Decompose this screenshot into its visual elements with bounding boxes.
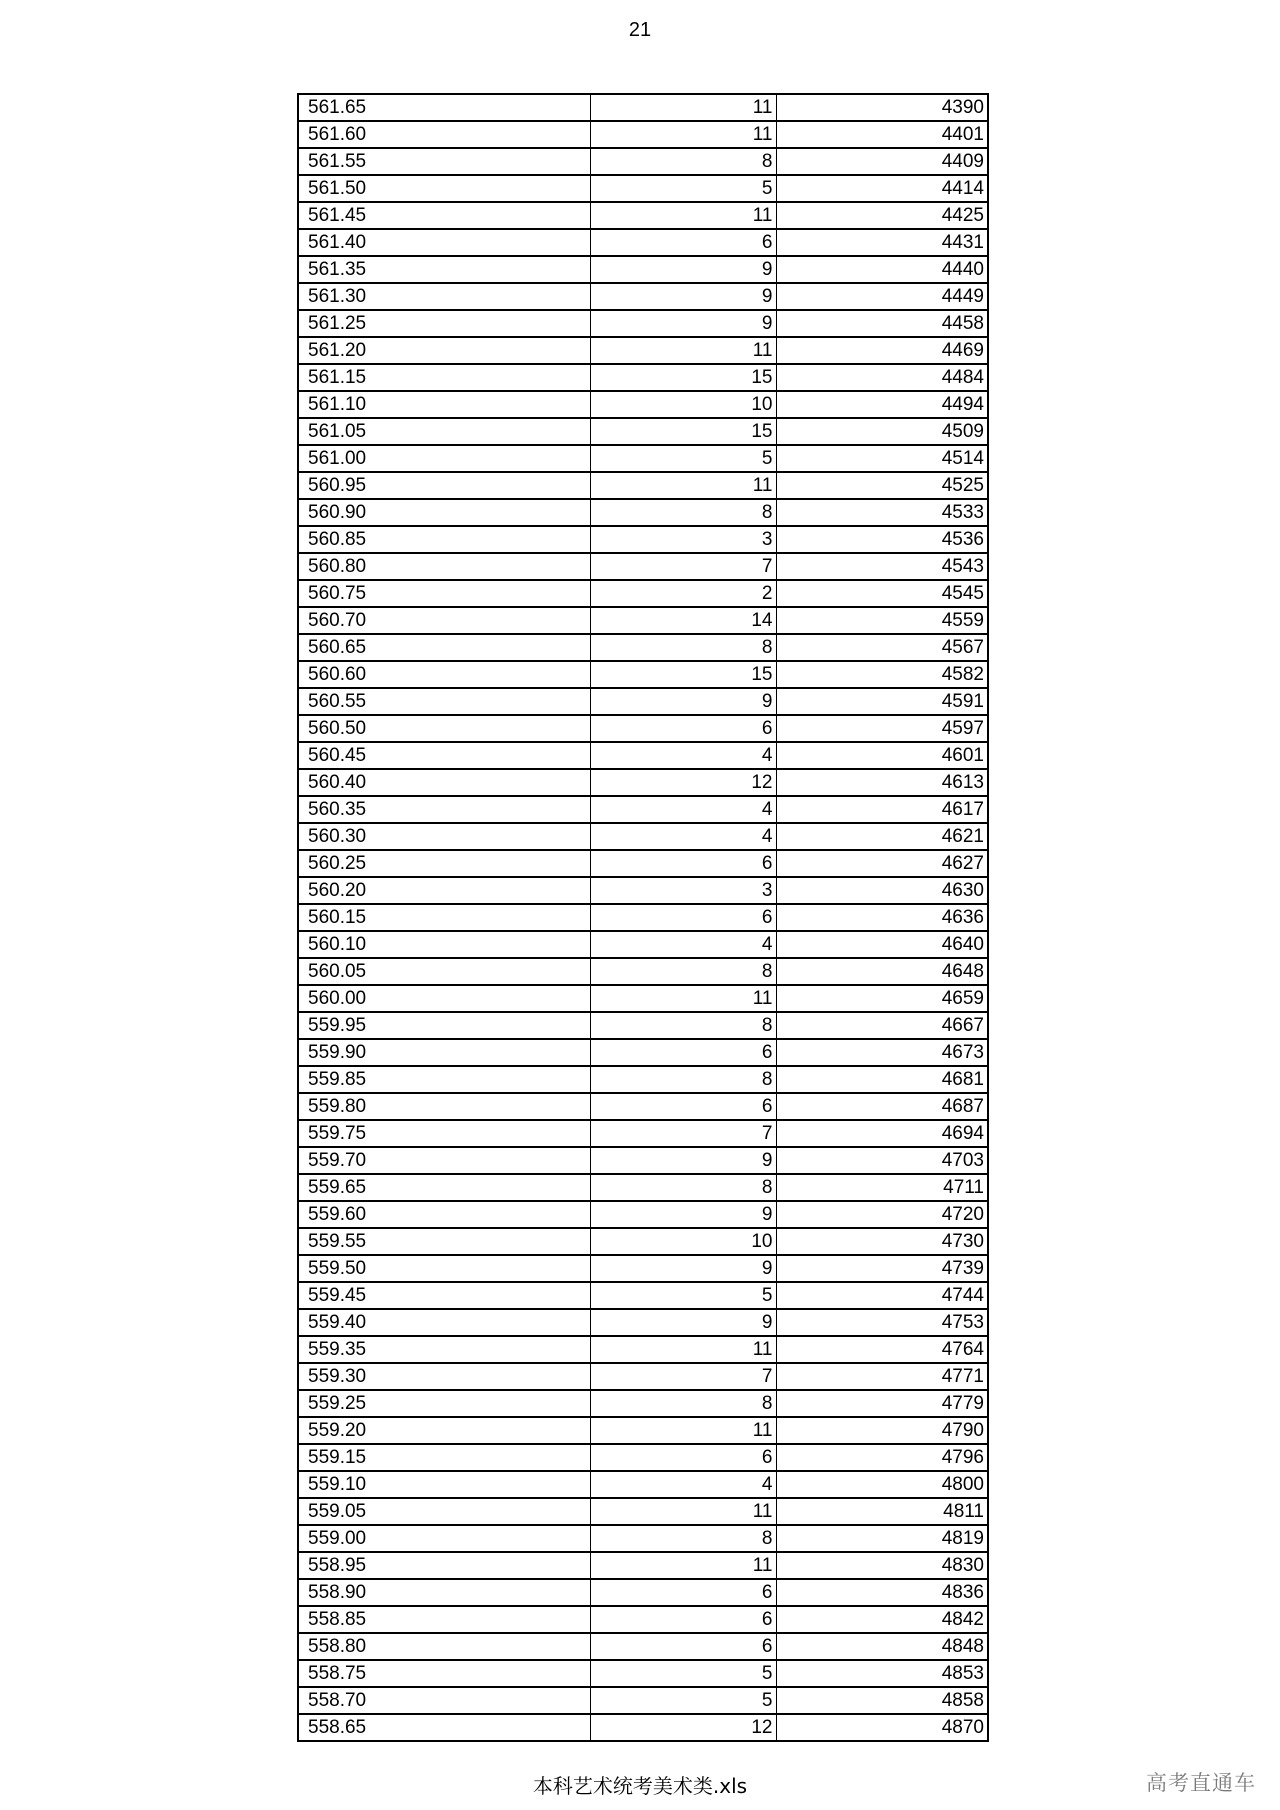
count-cell: 11 xyxy=(590,121,776,148)
count-cell: 11 xyxy=(590,337,776,364)
table-row xyxy=(298,499,988,526)
score-cell: 559.50 xyxy=(298,1255,590,1282)
count-cell: 6 xyxy=(590,1579,776,1606)
score-cell: 561.35 xyxy=(298,256,590,283)
cumulative-cell: 4796 xyxy=(776,1444,988,1471)
cumulative-cell: 4617 xyxy=(776,796,988,823)
table-row xyxy=(298,904,988,931)
score-cell: 560.55 xyxy=(298,688,590,715)
cumulative-cell: 4636 xyxy=(776,904,988,931)
score-cell: 561.00 xyxy=(298,445,590,472)
count-cell: 9 xyxy=(590,1255,776,1282)
score-cell: 559.60 xyxy=(298,1201,590,1228)
count-cell: 15 xyxy=(590,364,776,391)
table-row xyxy=(298,850,988,877)
cumulative-cell: 4545 xyxy=(776,580,988,607)
table-row xyxy=(298,1498,988,1525)
table-row xyxy=(298,391,988,418)
cumulative-cell: 4440 xyxy=(776,256,988,283)
cumulative-cell: 4533 xyxy=(776,499,988,526)
cumulative-cell: 4582 xyxy=(776,661,988,688)
cumulative-cell: 4703 xyxy=(776,1147,988,1174)
cumulative-cell: 4853 xyxy=(776,1660,988,1687)
cumulative-cell: 4514 xyxy=(776,445,988,472)
cumulative-cell: 4409 xyxy=(776,148,988,175)
cumulative-cell: 4494 xyxy=(776,391,988,418)
count-cell: 9 xyxy=(590,283,776,310)
count-cell: 12 xyxy=(590,1714,776,1741)
count-cell: 8 xyxy=(590,1174,776,1201)
count-cell: 5 xyxy=(590,1660,776,1687)
score-cell: 561.40 xyxy=(298,229,590,256)
score-cell: 558.65 xyxy=(298,1714,590,1741)
score-cell: 559.25 xyxy=(298,1390,590,1417)
score-cell: 561.05 xyxy=(298,418,590,445)
cumulative-cell: 4739 xyxy=(776,1255,988,1282)
cumulative-cell: 4621 xyxy=(776,823,988,850)
cumulative-cell: 4694 xyxy=(776,1120,988,1147)
score-cell: 560.05 xyxy=(298,958,590,985)
cumulative-cell: 4764 xyxy=(776,1336,988,1363)
table-row xyxy=(298,121,988,148)
table-row xyxy=(298,1390,988,1417)
count-cell: 9 xyxy=(590,1201,776,1228)
cumulative-cell: 4667 xyxy=(776,1012,988,1039)
table-row xyxy=(298,1417,988,1444)
score-cell: 560.25 xyxy=(298,850,590,877)
count-cell: 9 xyxy=(590,1309,776,1336)
count-cell: 9 xyxy=(590,1147,776,1174)
cumulative-cell: 4659 xyxy=(776,985,988,1012)
table-row xyxy=(298,1633,988,1660)
score-cell: 560.35 xyxy=(298,796,590,823)
table-row xyxy=(298,1606,988,1633)
count-cell: 6 xyxy=(590,715,776,742)
count-cell: 4 xyxy=(590,742,776,769)
cumulative-cell: 4627 xyxy=(776,850,988,877)
cumulative-cell: 4819 xyxy=(776,1525,988,1552)
score-cell: 559.80 xyxy=(298,1093,590,1120)
cumulative-cell: 4601 xyxy=(776,742,988,769)
table-row xyxy=(298,418,988,445)
count-cell: 11 xyxy=(590,1498,776,1525)
table-row xyxy=(298,256,988,283)
table-row xyxy=(298,94,988,121)
cumulative-cell: 4458 xyxy=(776,310,988,337)
score-cell: 558.85 xyxy=(298,1606,590,1633)
table-row xyxy=(298,526,988,553)
cumulative-cell: 4858 xyxy=(776,1687,988,1714)
page-number: 21 xyxy=(628,19,652,41)
table-row xyxy=(298,1255,988,1282)
score-cell: 561.55 xyxy=(298,148,590,175)
cumulative-cell: 4597 xyxy=(776,715,988,742)
table-row xyxy=(298,472,988,499)
cumulative-cell: 4543 xyxy=(776,553,988,580)
table-row xyxy=(298,202,988,229)
cumulative-cell: 4613 xyxy=(776,769,988,796)
score-cell: 561.10 xyxy=(298,391,590,418)
count-cell: 4 xyxy=(590,1471,776,1498)
table-row xyxy=(298,931,988,958)
table-row xyxy=(298,580,988,607)
count-cell: 6 xyxy=(590,229,776,256)
score-cell: 560.00 xyxy=(298,985,590,1012)
count-cell: 5 xyxy=(590,1687,776,1714)
table-row xyxy=(298,1444,988,1471)
table-row xyxy=(298,1282,988,1309)
cumulative-cell: 4779 xyxy=(776,1390,988,1417)
cumulative-cell: 4390 xyxy=(776,94,988,121)
count-cell: 7 xyxy=(590,553,776,580)
cumulative-cell: 4681 xyxy=(776,1066,988,1093)
cumulative-cell: 4830 xyxy=(776,1552,988,1579)
count-cell: 8 xyxy=(590,634,776,661)
table-row xyxy=(298,823,988,850)
score-cell: 559.40 xyxy=(298,1309,590,1336)
count-cell: 11 xyxy=(590,1336,776,1363)
score-cell: 560.90 xyxy=(298,499,590,526)
score-cell: 560.85 xyxy=(298,526,590,553)
score-cell: 558.90 xyxy=(298,1579,590,1606)
score-cell: 560.75 xyxy=(298,580,590,607)
score-cell: 559.15 xyxy=(298,1444,590,1471)
table-row xyxy=(298,688,988,715)
count-cell: 4 xyxy=(590,823,776,850)
cumulative-cell: 4836 xyxy=(776,1579,988,1606)
score-cell: 560.45 xyxy=(298,742,590,769)
table-row xyxy=(298,337,988,364)
score-cell: 560.15 xyxy=(298,904,590,931)
count-cell: 5 xyxy=(590,445,776,472)
count-cell: 11 xyxy=(590,472,776,499)
table-row xyxy=(298,175,988,202)
score-cell: 560.70 xyxy=(298,607,590,634)
count-cell: 11 xyxy=(590,1552,776,1579)
table-row xyxy=(298,1363,988,1390)
score-cell: 559.70 xyxy=(298,1147,590,1174)
score-cell: 559.10 xyxy=(298,1471,590,1498)
table-row xyxy=(298,553,988,580)
score-cell: 559.65 xyxy=(298,1174,590,1201)
cumulative-cell: 4414 xyxy=(776,175,988,202)
score-cell: 559.55 xyxy=(298,1228,590,1255)
cumulative-cell: 4870 xyxy=(941,1717,984,1738)
score-table xyxy=(297,93,989,1742)
score-cell: 561.20 xyxy=(298,337,590,364)
count-cell: 11 xyxy=(590,985,776,1012)
cumulative-cell: 4711 xyxy=(776,1174,988,1201)
table-row xyxy=(298,742,988,769)
table-row xyxy=(298,1687,988,1714)
table-row xyxy=(298,769,988,796)
count-cell: 3 xyxy=(590,526,776,553)
score-cell: 559.00 xyxy=(298,1525,590,1552)
score-cell: 560.20 xyxy=(298,877,590,904)
count-cell: 4 xyxy=(590,931,776,958)
count-cell: 7 xyxy=(590,1363,776,1390)
score-table-body xyxy=(298,94,988,1741)
score-cell: 560.40 xyxy=(298,769,590,796)
score-cell: 559.20 xyxy=(298,1417,590,1444)
table-row xyxy=(298,634,988,661)
footer-filename: 本科艺术统考美术类.xls xyxy=(532,1774,748,1798)
table-row xyxy=(298,1012,988,1039)
table-row xyxy=(298,1579,988,1606)
count-cell: 14 xyxy=(590,607,776,634)
cumulative-cell: 4790 xyxy=(776,1417,988,1444)
score-cell: 559.35 xyxy=(298,1336,590,1363)
cumulative-cell: 4640 xyxy=(776,931,988,958)
count-cell: 8 xyxy=(590,1390,776,1417)
table-row xyxy=(298,1309,988,1336)
score-cell: 560.50 xyxy=(298,715,590,742)
table-row xyxy=(298,310,988,337)
count-cell: 8 xyxy=(590,1012,776,1039)
table-row xyxy=(298,1714,988,1741)
cumulative-cell: 4687 xyxy=(776,1093,988,1120)
count-cell: 10 xyxy=(590,1228,776,1255)
cumulative-cell: 4559 xyxy=(776,607,988,634)
score-cell: 559.05 xyxy=(298,1498,590,1525)
cumulative-cell: 4771 xyxy=(776,1363,988,1390)
count-cell: 7 xyxy=(590,1120,776,1147)
table-row xyxy=(298,796,988,823)
cumulative-cell: 4800 xyxy=(776,1471,988,1498)
table-row xyxy=(298,958,988,985)
count-cell: 3 xyxy=(590,877,776,904)
score-cell: 560.65 xyxy=(298,634,590,661)
count-cell: 2 xyxy=(590,580,776,607)
cumulative-cell: 4536 xyxy=(776,526,988,553)
count-cell: 6 xyxy=(590,1606,776,1633)
count-cell: 4 xyxy=(590,796,776,823)
score-cell: 559.90 xyxy=(298,1039,590,1066)
cumulative-cell: 4509 xyxy=(776,418,988,445)
score-cell: 561.25 xyxy=(298,310,590,337)
count-cell: 9 xyxy=(590,688,776,715)
table-row xyxy=(298,985,988,1012)
table-row xyxy=(298,445,988,472)
score-cell: 560.95 xyxy=(298,472,590,499)
count-cell: 6 xyxy=(590,850,776,877)
count-cell: 6 xyxy=(590,904,776,931)
table-row xyxy=(298,1228,988,1255)
cumulative-cell: 4525 xyxy=(776,472,988,499)
count-cell: 6 xyxy=(590,1444,776,1471)
table-row xyxy=(298,1147,988,1174)
cumulative-cell: 4720 xyxy=(776,1201,988,1228)
score-cell: 561.65 xyxy=(298,94,590,121)
table-row xyxy=(298,1552,988,1579)
count-cell: 10 xyxy=(590,391,776,418)
table-row xyxy=(298,715,988,742)
count-cell: 6 xyxy=(590,1633,776,1660)
cumulative-cell: 4730 xyxy=(776,1228,988,1255)
watermark: 高考直通车 xyxy=(1146,1771,1256,1795)
score-cell: 560.10 xyxy=(298,931,590,958)
cumulative-cell: 4484 xyxy=(776,364,988,391)
cumulative-cell: 4431 xyxy=(776,229,988,256)
score-cell: 559.45 xyxy=(298,1282,590,1309)
score-cell: 558.80 xyxy=(298,1633,590,1660)
score-cell: 559.95 xyxy=(298,1012,590,1039)
count-cell: 8 xyxy=(590,1066,776,1093)
cumulative-cell: 4425 xyxy=(776,202,988,229)
cumulative-cell: 4401 xyxy=(776,121,988,148)
count-cell: 11 xyxy=(590,94,776,121)
cumulative-cell: 4744 xyxy=(776,1282,988,1309)
count-cell: 5 xyxy=(590,175,776,202)
cumulative-cell: 4591 xyxy=(776,688,988,715)
table-row xyxy=(298,1066,988,1093)
count-cell: 5 xyxy=(590,1282,776,1309)
count-cell: 9 xyxy=(590,256,776,283)
table-row xyxy=(298,364,988,391)
table-row xyxy=(298,1093,988,1120)
score-cell: 561.15 xyxy=(298,364,590,391)
score-cell: 559.30 xyxy=(298,1363,590,1390)
cumulative-cell: 4842 xyxy=(776,1606,988,1633)
cumulative-cell: 4753 xyxy=(776,1309,988,1336)
count-cell: 8 xyxy=(590,499,776,526)
cumulative-cell: 4567 xyxy=(776,634,988,661)
table-row xyxy=(298,283,988,310)
score-cell: 560.30 xyxy=(298,823,590,850)
table-row xyxy=(298,229,988,256)
score-cell: 561.30 xyxy=(298,283,590,310)
count-cell: 11 xyxy=(590,1417,776,1444)
table-row xyxy=(298,148,988,175)
count-cell: 6 xyxy=(590,1039,776,1066)
score-cell: 561.45 xyxy=(298,202,590,229)
table-row xyxy=(298,1471,988,1498)
count-cell: 8 xyxy=(590,958,776,985)
cumulative-cell: 4630 xyxy=(776,877,988,904)
score-cell: 561.60 xyxy=(298,121,590,148)
table-row xyxy=(298,1336,988,1363)
cumulative-cell: 4449 xyxy=(776,283,988,310)
cumulative-cell: 4469 xyxy=(776,337,988,364)
score-cell: 560.60 xyxy=(298,661,590,688)
table-row xyxy=(298,1120,988,1147)
score-cell: 561.50 xyxy=(298,175,590,202)
count-cell: 15 xyxy=(590,661,776,688)
table-row xyxy=(298,1525,988,1552)
score-cell: 558.70 xyxy=(298,1687,590,1714)
score-cell: 558.75 xyxy=(298,1660,590,1687)
count-cell: 8 xyxy=(590,1525,776,1552)
score-cell: 559.85 xyxy=(298,1066,590,1093)
count-cell: 6 xyxy=(590,1093,776,1120)
table-row xyxy=(298,1174,988,1201)
count-cell: 11 xyxy=(590,202,776,229)
score-cell: 560.80 xyxy=(298,553,590,580)
table-row xyxy=(298,1660,988,1687)
cumulative-cell: 4648 xyxy=(776,958,988,985)
count-cell: 8 xyxy=(590,148,776,175)
count-cell: 9 xyxy=(590,310,776,337)
table-row xyxy=(298,661,988,688)
score-cell: 559.75 xyxy=(298,1120,590,1147)
cumulative-cell: 4848 xyxy=(776,1633,988,1660)
score-cell: 558.95 xyxy=(298,1552,590,1579)
cumulative-cell: 4673 xyxy=(776,1039,988,1066)
count-cell: 12 xyxy=(590,769,776,796)
table-row xyxy=(298,877,988,904)
table-row xyxy=(298,607,988,634)
table-row xyxy=(298,1201,988,1228)
count-cell: 15 xyxy=(590,418,776,445)
table-row xyxy=(298,1039,988,1066)
cumulative-cell: 4811 xyxy=(776,1498,988,1525)
